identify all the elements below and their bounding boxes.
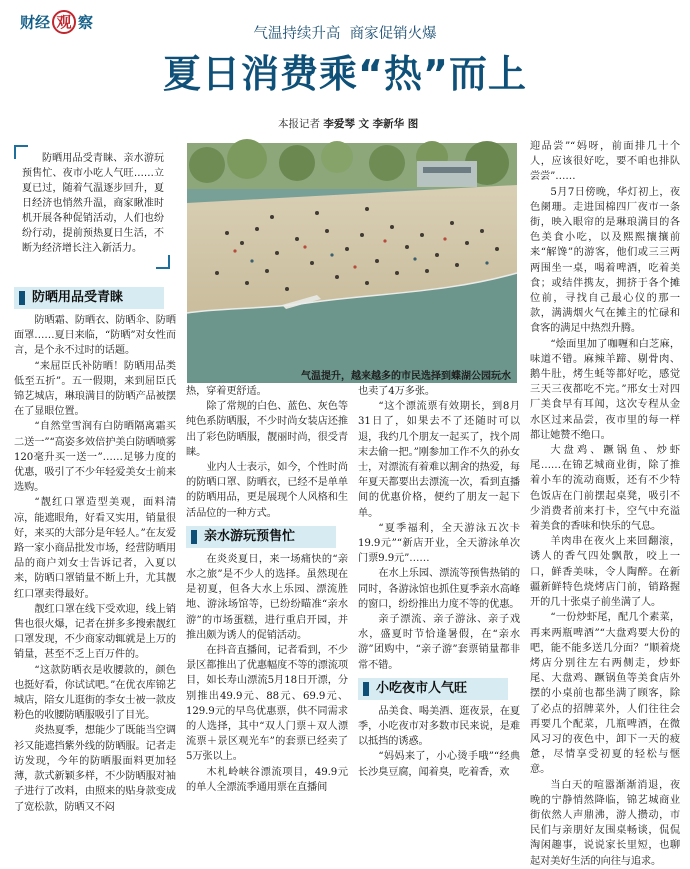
photo-caption-band [187,362,517,383]
paragraph: 品美食、喝美酒、逛夜景，在夏季，小吃夜市对多数市民来说，是难以抵挡的诱惑。 [358,705,520,748]
lead-photo [187,143,517,383]
summary-box [14,145,170,269]
column-4 [530,139,680,867]
section-head-water-fun [186,526,336,548]
column-1-body [14,313,176,815]
column-2 [186,384,348,793]
column-1 [14,287,176,813]
summary-text: 防晒用品受青睐、亲水游玩预售忙、夜市小吃人气旺……立夏已过，随着气温逐步回升，夏日经济也悄然升温，商家瞅准时机开展各种促销活动，人们也纷纷行动，提前预热夏日生活，不断为经济增长注入新活力。 [22,153,164,254]
column-tag-part3: 察 [78,13,94,32]
paragraph: 在水上乐园、漂流等预售热销的同时，各游泳馆也抓住夏季亲水高峰的窗口，纷纷推出力度不等的优惠。 [358,568,520,610]
column-2-body-a [186,384,348,521]
lead-photo-image [187,143,517,383]
paragraph: 热，穿着更舒适。 [186,386,267,397]
column-tag-part1: 财经 [20,13,51,32]
section-head-sunscreen [14,287,164,309]
byline-prefix: 本报记者 [278,118,320,130]
photo-caption: 气温提升，越来越多的市民选择到蝶湖公园玩水 [301,371,511,382]
column-2-body-b [186,552,348,795]
column-3 [358,384,520,778]
headline-kicker: 气温持续升高 商家促销火爆 [253,26,437,42]
column-4-body [530,139,680,869]
paragraph: “这款防晒衣是收腰款的，颜色也挺好看，你试试吧。”在优衣库锦艺城店，陪女儿逛街的李女士被一款皮粉色的收腰防晒服吸引了目光。 [14,664,176,722]
paragraph: 迎品尝”“妈呀，前面排几十个人，应该很好吃，要不咱也排队尝尝”…… [530,141,680,183]
section-title-night-market: 小吃夜市人气旺 [376,680,468,696]
section-head-night-market [358,678,508,700]
paragraph: “靓红口罩造型美观，面料清凉，能遮眼角，好看又实用，销量很好，来买的大部分是年轻人。”在友爱路一家小商品批发市场，经营防晒用品的商户刘女士告诉记者，入夏以来，防晒口罩销量不断上升，尤其靓红口罩卖得最好。 [14,497,176,600]
paragraph: 业内人士表示，如今，个性时尚的防晒口罩、防晒衣，已经不是单单的防晒用品，更是展现个人风格和生活品位的一种方式。 [186,462,348,519]
paragraph: 羊肉串在夜火上来回翻滚，诱人的香气四处飘散，咬上一口，鲜香美味，令人陶醉。在新疆新鲜特色烧烤店门前，销路握开的几十张桌子前坐满了人。 [530,536,680,609]
paragraph: 亲子漂流、亲子游泳、亲子戏水，盛夏时节恰逢暑假，在“亲水游”团购中，“亲子游”套票销量都非常不错。 [358,614,520,671]
paragraph: “夏季福利，全天游泳五次卡19.9元”“新店开业，全天游泳单次门票9.9元”…… [358,522,520,565]
byline [278,116,418,131]
paragraph: “一份炒虾尾，配几个素菜，再来两瓶啤酒”“大盘鸡要大份的吧，能不能多送几分面？”顺着烧烤店分别往左右两侧走，炒虾尾、大盘鸡、蹶锅鱼等美食店外摆的小桌前也都坐满了顾客，除了必点的招牌菜外，人们往往会再要几个配菜，几瓶啤酒，在微风习习的夜色中，卸下一天的疲惫，尽情享受初夏的轻松与惬意。 [530,612,680,776]
paragraph: 在抖音直播间，记者看到，不少景区都推出了优惠幅度不等的漂流项目，如长寿山漂流5月18日开漂，分别推出49.9元、88元、69.9元、129.9元的早鸟优惠票，供不同需求的人选择，其中“双人门票＋双人漂流票＋景区观光车”的套票已经卖了5万张以上。 [186,645,348,763]
paragraph: 也卖了4万多张。 [358,386,435,397]
paragraph: 防晒霜、防晒衣、防晒伞、防晒面罩……夏日来临，“防晒”对女性而言，是个永不过时的话题。 [14,315,176,357]
paragraph: “这个漂流票有效期长，到8月31日了，如果去不了还随时可以退，我约几个朋友一起买了，找个周末去偷一把。”刚参加工作不久的孙女士，对漂流有着难以割舍的热爱，每年夏天都要出去漂流一次，看到直播间的优惠价格，便约了朋友一起下单。 [358,401,520,519]
paragraph: “妈妈来了，小心烫手哦”“经典长沙臭豆腐，闻着臭，吃着香，欢 [358,751,520,778]
paragraph: 5月7日傍晚，华灯初上，夜色阑珊。走进国棉四厂夜市一条街，映入眼帘的是琳琅满目的各色美食小吃，以及熙熙攘攘前来“解馋”的游客，他们或三三两两围坐一桌，喝着啤酒，吃着美食；或结伴携友，拥挤于各个摊位前，寻找自己最心仪的那一款，满满烟火气在摊主的忙碌和食客的满足中热烈升腾。 [530,186,680,335]
summary-corner-br [156,255,170,269]
paragraph: 炎热夏季，想能少了既能当空调衫又能遮挡紫外线的防晒服。记者走访发现，今年的防晒服面料更加轻薄，款式新颖多样，不少防晒服对袖子进行了改料，由照来的贴身款变成了宽松款，防晒又不闷 [14,725,176,813]
paragraph: “来屈臣氏补防晒！防晒用品类低至五折”。五一假期，来到屈臣氏锦艺城店，琳琅满目的防晒产品被摆在了显眼位置。 [14,360,176,418]
paragraph: 除了常规的白色、蓝色、灰色等纯色系防晒服，不少时尚女装店还推出了彩色防晒服，靓丽时尚，很受青睐。 [186,401,348,458]
column-tag-part2: 观 [56,13,72,31]
column-3-body-b [358,704,520,780]
paragraph: 大盘鸡、蹶锅鱼、炒虾尾……在锦艺城商业街，除了推着小车的流动商贩，还有不少特色饭店在门前摆起桌凳，吸引不少消费者前来打卡，空气中充溢着美食的香味和快乐的气息。 [530,445,680,533]
byline-names: 李爱琴 文 李新华 图 [323,118,419,130]
column-tag-badge [52,10,76,34]
paragraph: “自然堂雪润有白防晒隔离霜买二送一”“高姿多效倍护美白防晒喷雾120毫升买一送一”……足够力度的优惠，吸引了不少年轻爱美女士前来选购。 [14,421,176,494]
column-tag [20,10,93,34]
paragraph: 在炎炎夏日，来一场痛快的“亲水之旅”是不少人的选择。虽然现在是初夏，但各大水上乐园、漂流胜地、游泳场馆等，已纷纷瞄准“亲水游”的市场蛋糕，进行重启开园，并推出颇为诱人的促销活动。 [186,553,348,641]
paragraph: 木札岭峡谷漂流项目，49.9元的单人全漂流季通用票在直播间 [186,766,348,793]
paragraph: “烩面里加了咖喱和白芝麻，味道不错。麻辣羊蹄、剔骨肉、鹅牛肚，烤生蚝等都好吃，感觉三天三夜都吃不完。”邢女士对四厂美食早有耳闻，这次专程从金水区过来品尝，夜市里的每一样都让她赞不绝口。 [530,338,680,441]
paragraph: 当白天的喧嚣渐渐消退，夜晚的宁静悄然降临，锦艺城商业街依然人声鼎沸，游人攒动，市民们与亲朋好友围桌畅谈，侃侃淘闲趣事，说说家长里短，也聊起对美好生活的向往与追求。 [530,779,680,867]
section-title-water-fun: 亲水游玩预售忙 [204,528,296,544]
headline-main: 夏日消费乘“热”而上 [163,52,527,96]
section-title-sunscreen: 防晒用品受青睐 [32,290,124,305]
column-3-body-a [358,384,520,673]
paragraph: 靓红口罩在线下受欢迎，线上销售也很火爆，记者在拼多多搜索靓红口罩发现，不少商家动辄就是上万的销量，甚至不乏上百万件的。 [14,603,176,661]
